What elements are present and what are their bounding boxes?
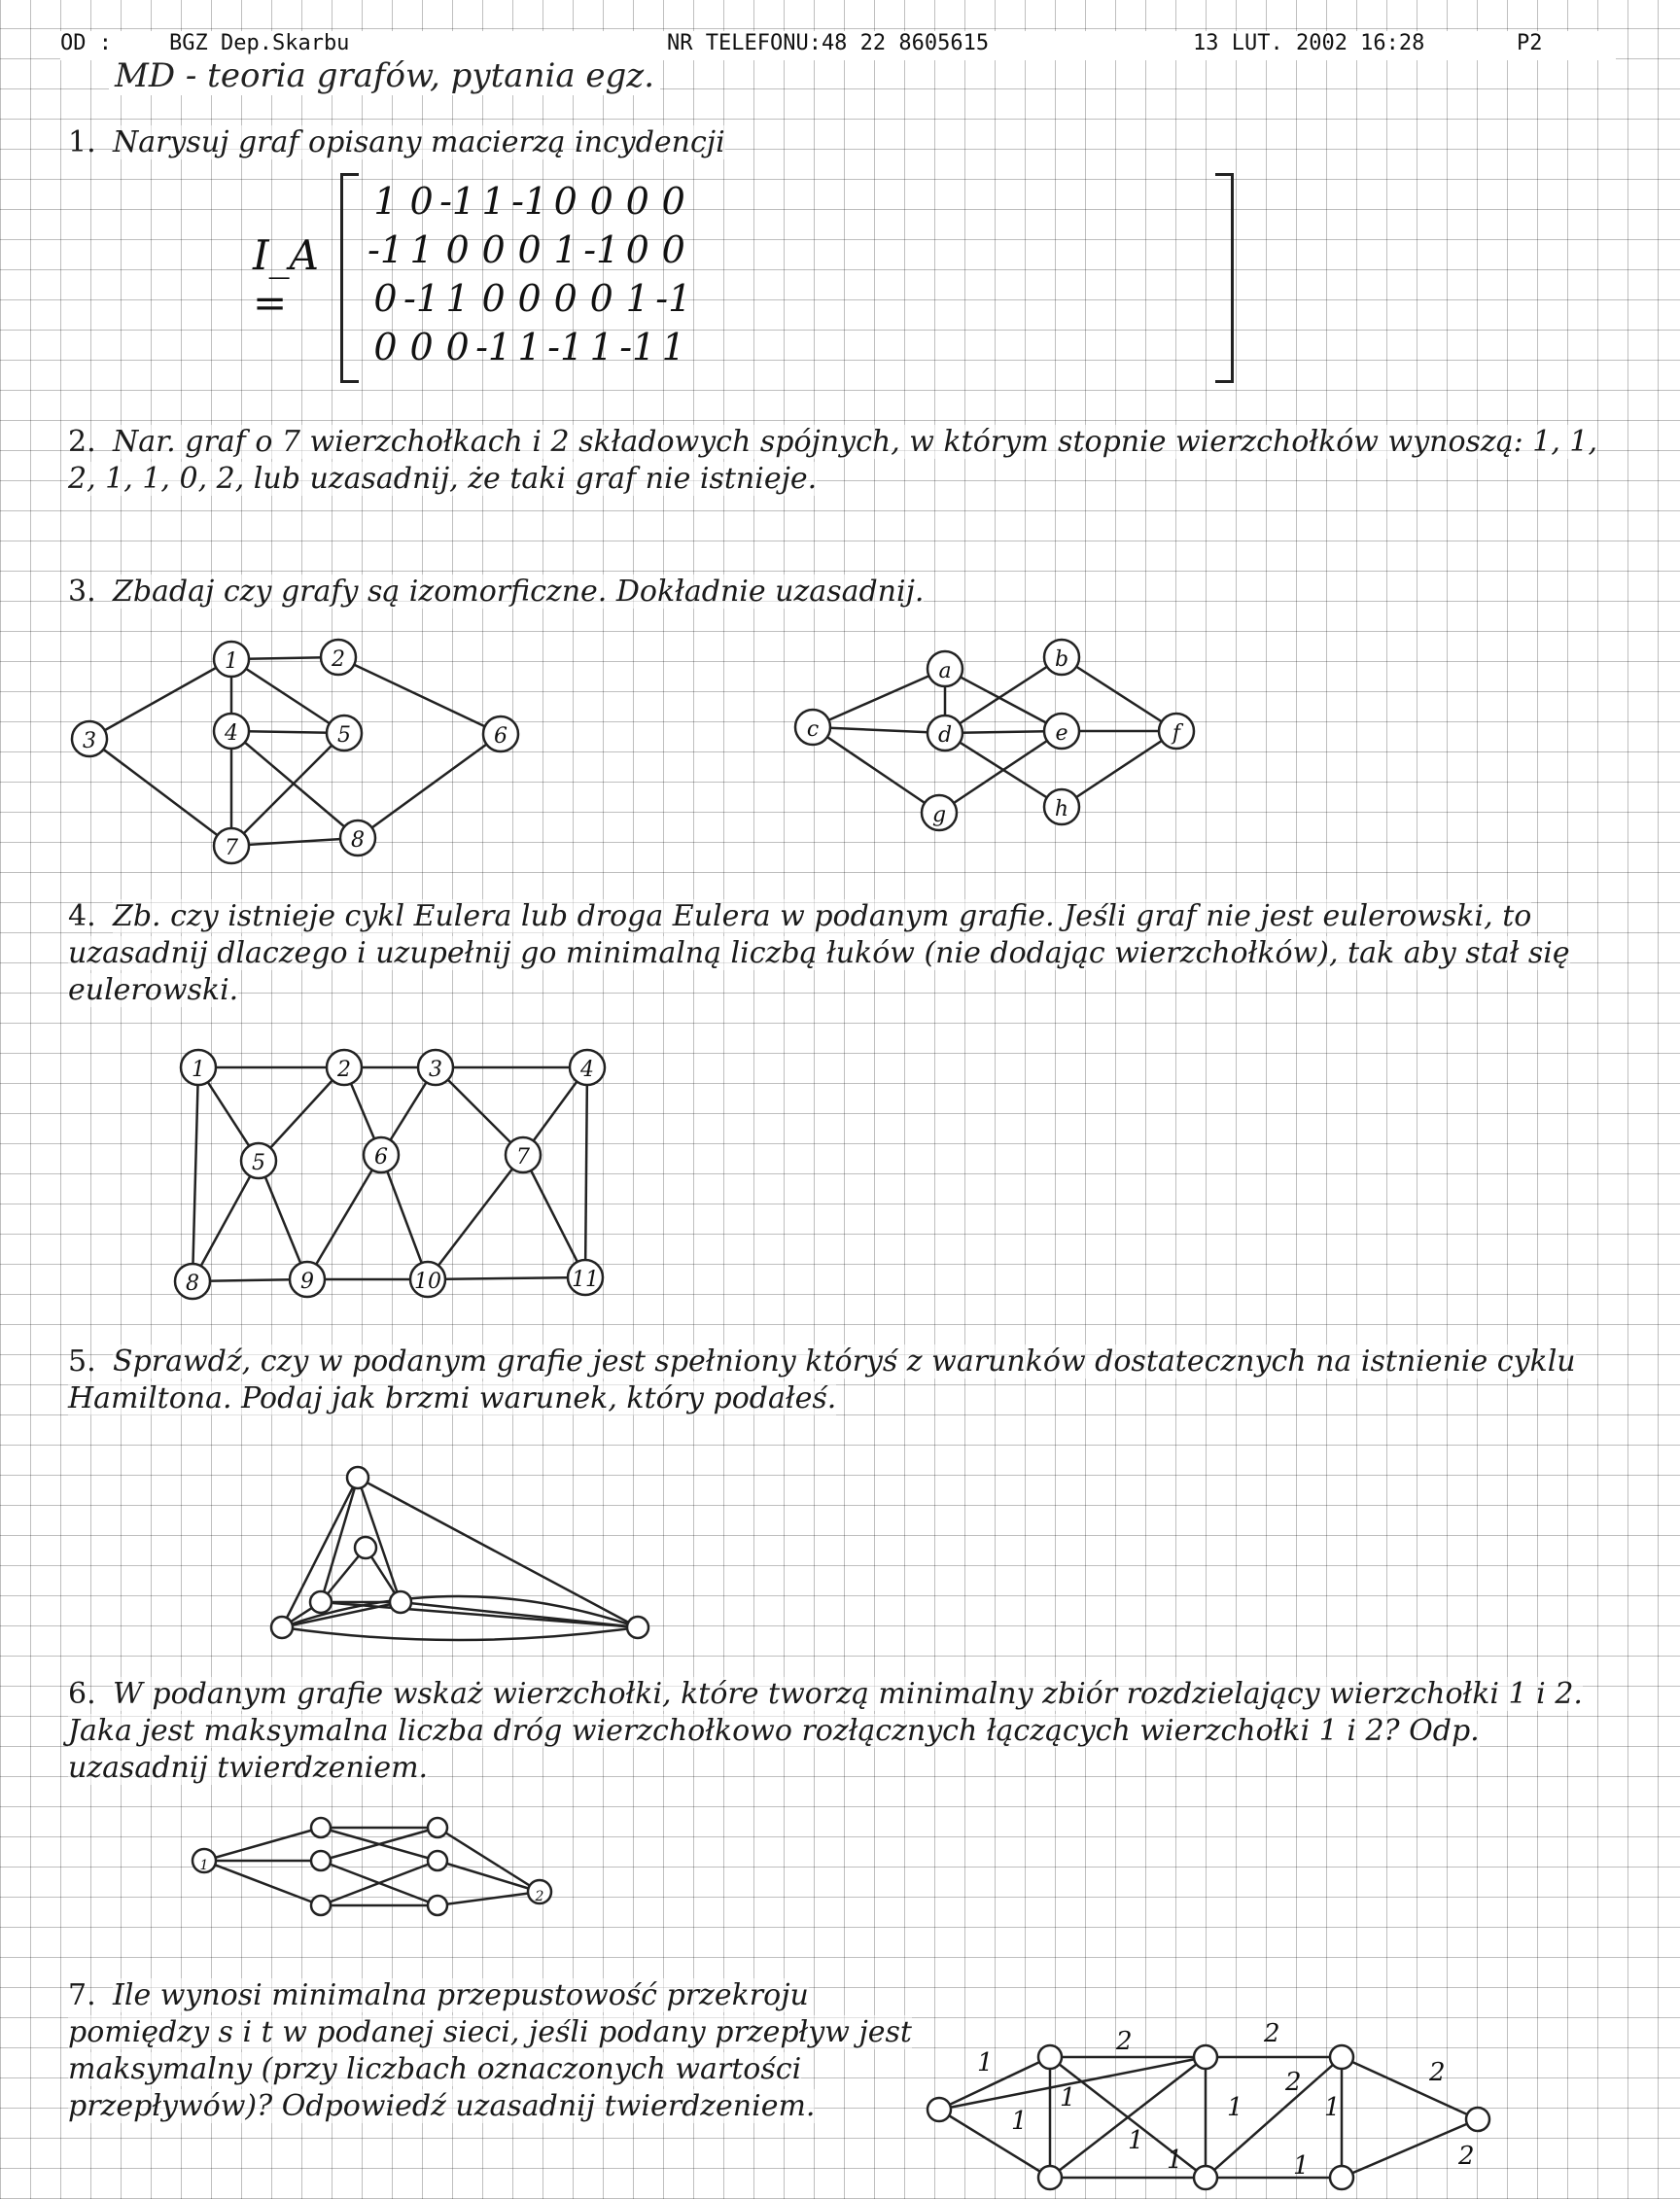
graph-node-label: 9 [300, 1270, 314, 1294]
graph-node [1038, 2166, 1062, 2189]
matrix-cell: -1 [368, 228, 404, 271]
document-title: MD - teoria grafów, pytania egz. [109, 56, 660, 95]
graph-node-label: c [806, 717, 820, 742]
flow-value-label: 1 [1167, 2146, 1183, 2175]
graph-node-label: b [1054, 647, 1069, 672]
flow-value-label: 1 [1293, 2151, 1310, 2181]
flow-value-label: 1 [1227, 2093, 1243, 2122]
graph-node-label: 2 [535, 1889, 544, 1904]
graph-node-label: e [1055, 721, 1068, 746]
matrix-cell: 0 [481, 277, 506, 320]
question-text: W podanym grafie wskaż wierzchołki, które tworzą minimalny zbiór rozdzielający wierzchołki 1 i 2. Jaka jest maksymalna liczba dróg wierzchołkowo rozłącznych łączących wierzchołki 1 i 2? Odp. uzasadnij twierdzeniem. [68, 1677, 1583, 1785]
matrix-cell: -1 [475, 326, 512, 368]
fax-datetime: 13 LUT. 2002 16:28 [1193, 31, 1425, 55]
graph-edge [1206, 2057, 1342, 2178]
matrix-cell: -1 [583, 228, 620, 271]
matrix-cell: 0 [409, 180, 434, 223]
matrix-cell: 1 [553, 228, 578, 271]
matrix-cell: -1 [403, 277, 440, 320]
graph-edge [438, 1861, 540, 1892]
fax-sender: BGZ Dep.Skarbu [169, 31, 350, 55]
matrix-cell: 0 [589, 277, 613, 320]
matrix-cell: 0 [481, 228, 506, 271]
graph-node-label: 2 [332, 647, 345, 672]
graph-edge [585, 1067, 587, 1277]
matrix-cell: 1 [373, 180, 398, 223]
graph-node [347, 1467, 368, 1488]
graph-node-label: 2 [337, 1058, 351, 1082]
graph-node-label: f [1172, 721, 1181, 746]
graph-node-label: 8 [351, 828, 365, 853]
flow-value-label: 1 [1060, 2083, 1076, 2112]
question-text: Narysuj graf opisany macierzą incydencji [113, 125, 725, 159]
question-number: 3. [68, 575, 96, 609]
graph-edge [438, 1892, 540, 1905]
graph-node-label: 8 [186, 1272, 199, 1296]
graph-edge [438, 1828, 540, 1892]
graph-node-label: 4 [580, 1058, 594, 1082]
graph-edge [358, 734, 501, 838]
matrix-cell: 1 [661, 326, 685, 368]
matrix-cell: 0 [589, 180, 613, 223]
graph-edge [1062, 657, 1176, 731]
graph-edge [813, 727, 945, 733]
graph-edge [381, 1155, 428, 1279]
graph-edge [428, 1155, 523, 1279]
graph-edge [939, 2057, 1050, 2110]
graph-node [271, 1617, 293, 1638]
flow-value-label: 2 [1458, 2142, 1475, 2171]
matrix-cell: -1 [619, 326, 656, 368]
graph-node-label: 6 [494, 724, 508, 749]
graph-node-label: 1 [199, 1858, 209, 1873]
flow-value-label: 1 [977, 2048, 994, 2077]
question-number: 7. [68, 1978, 96, 2012]
graph-edge [204, 1861, 321, 1905]
flow-value-label: 2 [1285, 2068, 1302, 2097]
graph-node [1330, 2045, 1353, 2069]
graph-edge [89, 739, 231, 846]
graph-node-label: g [931, 803, 947, 827]
graph-edge [282, 1627, 638, 1640]
question-7 [68, 1977, 943, 2125]
graph-node-label: 6 [374, 1145, 388, 1169]
graph-node-label: 11 [572, 1268, 599, 1292]
graph-node-label: 7 [516, 1145, 530, 1169]
matrix-cell: 0 [553, 277, 578, 320]
graph-node [355, 1537, 376, 1558]
graph-node-label: a [938, 659, 952, 683]
question-number: 6. [68, 1677, 96, 1711]
question-text: Sprawdź, czy w podanym grafie jest spełniony któryś z warunków dostatecznych na istnienie cyklu Hamiltona. Podaj jak brzmi warunek, który podałeś. [68, 1344, 1576, 1415]
graph-node [428, 1818, 447, 1837]
graph-node [1194, 2166, 1217, 2189]
graph-edge [1062, 731, 1176, 807]
matrix-cell: 1 [409, 228, 434, 271]
matrix-cell: -1 [511, 180, 548, 223]
matrix-cell: 0 [373, 326, 398, 368]
question-number: 1. [68, 125, 96, 159]
graph-node [1330, 2166, 1353, 2189]
matrix-cell: 1 [589, 326, 613, 368]
graph-node [428, 1851, 447, 1870]
graph-node [310, 1591, 332, 1613]
matrix-cell: 0 [445, 326, 470, 368]
graph-edge [204, 1828, 321, 1861]
matrix-cell: 1 [445, 277, 470, 320]
graph-edge [231, 733, 344, 846]
matrix-cell: 0 [373, 277, 398, 320]
graph-node-label: h [1054, 797, 1069, 821]
matrix-cell: 0 [517, 277, 542, 320]
graph-node [311, 1896, 331, 1915]
matrix-cell: -1 [439, 180, 476, 223]
matrix-cell: 0 [625, 228, 649, 271]
question-text: Zb. czy istnieje cykl Eulera lub droga Eulera w podanym grafie. Jeśli graf nie jest eulerowski, to uzasadnij dlaczego i uzupełnij go minimalną liczbą łuków (nie dodając wierzchołków), tak aby stał się eulerowski. [68, 899, 1570, 1007]
graph-node-label: 5 [337, 723, 351, 748]
graph-edge [523, 1155, 585, 1277]
graph-node-label: 3 [429, 1058, 442, 1082]
matrix-cell: 1 [481, 180, 506, 223]
matrix-cell: 0 [517, 228, 542, 271]
graph-node-label: d [937, 723, 953, 748]
question-text: Nar. graf o 7 wierzchołkach i 2 składowych spójnych, w którym stopnie wierzchołków wynoszą: 1, 1, 2, 1, 1, 0, 2, lub uzasadnij, że taki graf nie istnieje. [68, 425, 1598, 496]
flow-value-label: 1 [1324, 2093, 1341, 2122]
question-text: Zbadaj czy grafy są izomorficzne. Dokładnie uzasadnij. [113, 575, 925, 609]
flow-value-label: 1 [1011, 2107, 1028, 2136]
graph-node [311, 1851, 331, 1870]
question-number: 5. [68, 1344, 96, 1379]
flow-value-label: 2 [1429, 2058, 1446, 2087]
matrix-cell: 0 [409, 326, 434, 368]
graph-node-label: 1 [225, 649, 238, 674]
graph-node-label: 1 [192, 1058, 205, 1082]
graph-edge [192, 1067, 198, 1281]
question-4 [68, 898, 1604, 1009]
graph-edge [89, 659, 231, 739]
graph-edge [428, 1277, 585, 1279]
graph-node [1466, 2108, 1489, 2131]
graph-edge [813, 727, 939, 813]
fax-phone: NR TELEFONU:48 22 8605615 [667, 31, 990, 55]
question-6 [68, 1676, 1604, 1787]
question-text: Ile wynosi minimalna przepustowość przekroju pomiędzy s i t w podanej sieci, jeśli podany przepływ jest maksymalny (przy liczbach oznaczonych wartości przepływów)? Odpowiedź uzasadnij twierdzeniem. [68, 1978, 912, 2123]
fax-from-label: OD : [60, 31, 112, 55]
matrix-cell: 1 [625, 277, 649, 320]
graph-edge [259, 1161, 307, 1279]
graph-node [1194, 2045, 1217, 2069]
graph-edge [321, 1602, 638, 1627]
question-number: 2. [68, 425, 96, 459]
graph-node-label: 7 [225, 836, 238, 860]
graph-node-label: 10 [414, 1270, 441, 1294]
graph-edge [259, 1067, 344, 1161]
graph-node [311, 1818, 331, 1837]
graph-node [428, 1896, 447, 1915]
matrix-label: I_A = [253, 231, 319, 327]
graph-edge [307, 1155, 381, 1279]
graph-node [627, 1617, 648, 1638]
fax-page-number: P2 [1517, 31, 1543, 55]
graph-edge [231, 838, 358, 846]
graph-node [390, 1591, 411, 1613]
flow-value-label: 1 [1128, 2126, 1144, 2155]
matrix-cell: 1 [517, 326, 542, 368]
graph-edge [1342, 2119, 1478, 2178]
graph-edge [1342, 2057, 1478, 2119]
graph-node-label: 4 [225, 721, 238, 746]
flow-value-label: 2 [1116, 2027, 1133, 2056]
question-5 [68, 1344, 1604, 1417]
graph-edge [939, 2110, 1050, 2178]
graph-node [1038, 2045, 1062, 2069]
matrix-cell: 0 [625, 180, 649, 223]
graph-node-label: 3 [83, 729, 96, 753]
graph-edge [813, 669, 945, 727]
matrix-cell: 0 [661, 228, 685, 271]
graph-edge [338, 657, 501, 734]
matrix-cell: -1 [547, 326, 584, 368]
graph-edge [192, 1161, 259, 1281]
matrix-cell: -1 [655, 277, 692, 320]
matrix-cell: 0 [445, 228, 470, 271]
graph-node-label: 5 [252, 1151, 265, 1175]
matrix-cell: 0 [553, 180, 578, 223]
flow-value-label: 2 [1264, 2019, 1280, 2048]
matrix-cell: 0 [661, 180, 685, 223]
question-number: 4. [68, 899, 96, 933]
